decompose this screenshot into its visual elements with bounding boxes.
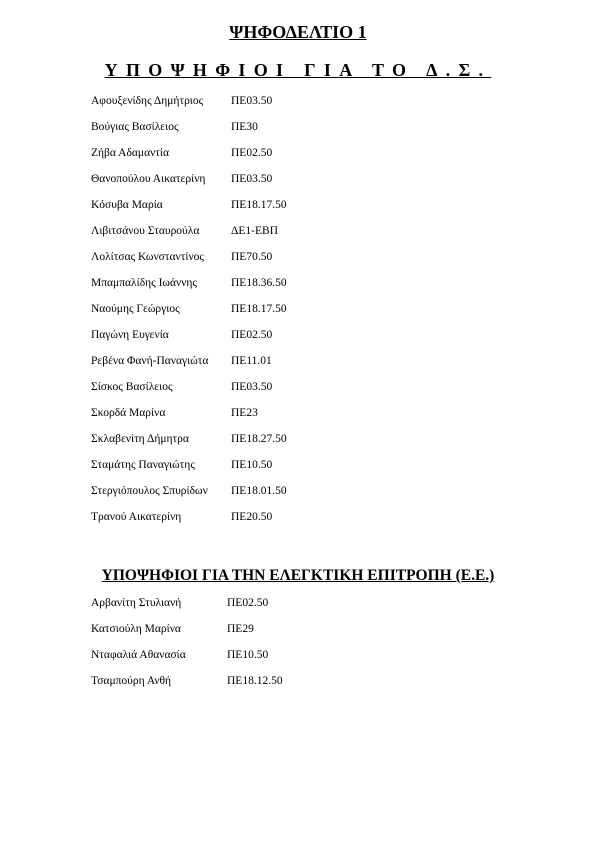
candidate-name: Ναούμης Γεώργιος (91, 303, 180, 315)
candidate-name: Παγώνη Ευγενία (91, 329, 169, 341)
candidate-specialty-code: ΠΕ02.50 (231, 147, 273, 159)
candidate-specialty-code: ΠΕ18.36.50 (231, 277, 287, 289)
candidate-specialty-code: ΠΕ18.12.50 (227, 675, 283, 687)
candidate-name: Ζήβα Αδαμαντία (91, 147, 170, 159)
candidate-name: Μπαμπαλίδης Ιωάννης (91, 277, 197, 289)
candidate-name: Κατσιούλη Μαρίνα (91, 623, 181, 635)
candidate-specialty-code: ΠΕ02.50 (231, 329, 273, 341)
candidate-name: Λολίτσας Κωνσταντίνος (91, 251, 204, 263)
candidate-name: Σίσκος Βασίλειος (91, 381, 173, 393)
board-candidates-heading: ΥΠΟΨΗΦΙΟΙ ΓΙΑ ΤΟ Δ.Σ. (104, 60, 492, 80)
candidate-specialty-code: ΠΕ03.50 (231, 381, 273, 393)
candidate-specialty-code: ΠΕ18.27.50 (231, 433, 287, 445)
candidate-specialty-code: ΠΕ03.50 (231, 173, 273, 185)
candidate-specialty-code: ΠΕ23 (231, 407, 258, 419)
candidate-name: Αρβανίτη Στυλιανή (91, 597, 182, 609)
candidate-specialty-code: ΠΕ10.50 (227, 649, 269, 661)
candidate-name: Αφουξενίδης Δημήτριος (91, 95, 204, 107)
candidate-name: Νταφαλιά Αθανασία (91, 649, 186, 661)
audit-committee-heading: ΥΠΟΨΗΦΙΟΙ ΓΙΑ ΤΗΝ ΕΛΕΓΚΤΙΚΗ ΕΠΙΤΡΟΠΗ (Ε.Ε.) (101, 567, 495, 584)
candidate-specialty-code: ΠΕ11.01 (231, 355, 272, 367)
candidate-name: Βούγιας Βασίλειος (91, 121, 179, 133)
candidate-name: Σκορδά Μαρίνα (91, 407, 166, 419)
candidate-specialty-code: ΠΕ18.17.50 (231, 199, 287, 211)
candidate-specialty-code: ΠΕ02.50 (227, 597, 269, 609)
ballot-title: ΨΗΦΟΔΕΛΤΙΟ 1 (229, 22, 367, 42)
candidate-specialty-code: ΠΕ10.50 (231, 459, 273, 471)
candidate-specialty-code: ΠΕ18.17.50 (231, 303, 287, 315)
candidate-specialty-code: ΠΕ18.01.50 (231, 485, 287, 497)
candidate-name: Λιβιτσάνου Σταυρούλα (91, 225, 200, 237)
candidate-specialty-code: ΠΕ20.50 (231, 511, 273, 523)
candidate-name: Σταμάτης Παναγιώτης (91, 459, 195, 471)
candidate-specialty-code: ΠΕ29 (227, 623, 254, 635)
candidate-specialty-code: ΔΕ1-ΕΒΠ (231, 225, 278, 237)
candidate-name: Σκλαβενίτη Δήμητρα (91, 433, 189, 445)
candidate-name: Τσαμπούρη Ανθή (91, 675, 172, 687)
candidate-specialty-code: ΠΕ30 (231, 121, 258, 133)
candidate-specialty-code: ΠΕ03.50 (231, 95, 273, 107)
candidate-name: Ρεβένα Φανή-Παναγιώτα (91, 355, 209, 367)
candidate-name: Κόσυβα Μαρία (91, 199, 163, 211)
candidate-name: Θανοπούλου Αικατερίνη (91, 173, 206, 185)
candidate-name: Στεργιόπουλος Σπυρίδων (91, 485, 208, 497)
candidate-specialty-code: ΠΕ70.50 (231, 251, 273, 263)
candidate-name: Τρανού Αικατερίνη (91, 511, 182, 523)
